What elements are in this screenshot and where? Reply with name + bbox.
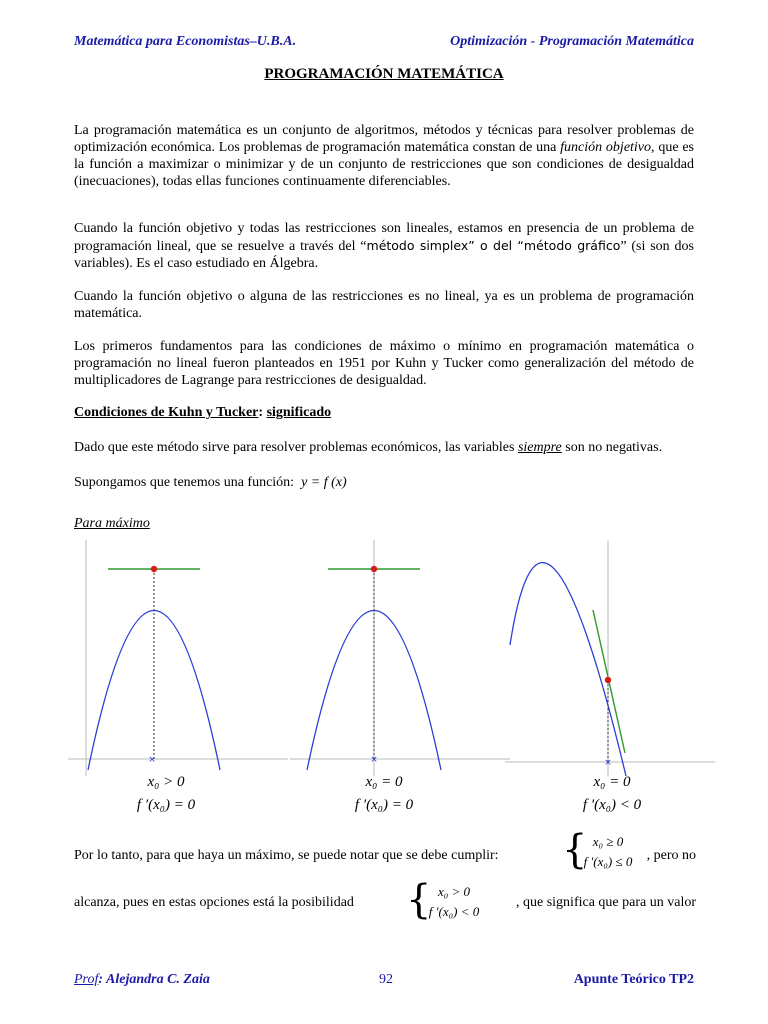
paragraph-nonnegative — [74, 439, 694, 456]
parabola-curve — [510, 563, 626, 776]
system-brace-2: { — [406, 877, 432, 923]
paragraph-nonlinear: Cuando la función objetivo o alguna de las restricciones es no lineal, ya es un problema de programación matemática. — [74, 289, 694, 321]
graph1-condition: x₀ > 0 — [147, 774, 185, 790]
p5-emphasis: siempre — [517, 440, 562, 455]
paragraph-possibility-b: , que significa que para un valor — [516, 895, 696, 910]
graph3-condition: x₀ = 0 — [593, 774, 631, 790]
graph-max-interior — [68, 540, 288, 776]
footer-right: Apunte Teórico TP2 — [573, 972, 694, 987]
system-1-line2: f ′(x₀) ≤ 0 — [583, 854, 633, 869]
p6-text: Supongamos que tenemos una función: — [74, 475, 295, 490]
paragraph-intro — [74, 122, 694, 190]
page-number: 92 — [379, 972, 393, 987]
system-2 — [420, 882, 488, 922]
p1-emphasis: función objetivo — [560, 140, 652, 155]
p5-text-a: Dado que este método sirve para resolver problemas económicos, las variables — [74, 440, 518, 455]
p2-method-grafico: método gráfico — [523, 238, 621, 253]
section-heading — [74, 405, 331, 421]
section-subtitle: significado — [266, 405, 332, 420]
footer-author — [74, 972, 210, 988]
graph-max-boundary-negative — [505, 540, 715, 776]
graph3-derivative: f ′(x₀) < 0 — [582, 797, 642, 813]
label-para-maximo: Para máximo — [74, 516, 150, 531]
paragraph-linear — [74, 220, 694, 272]
paragraph-conclusion-b: , pero no — [646, 848, 696, 863]
p2-text-b: ” o del “ — [468, 238, 524, 253]
system-2-line1: x₀ > 0 — [437, 884, 471, 899]
max-point — [151, 566, 157, 572]
function-formula: y = f (x) — [301, 475, 347, 490]
graph-max-boundary-zero — [290, 540, 510, 776]
paragraph-possibility-a: alcanza, pues en estas opciones está la posibilidad — [74, 895, 354, 910]
x0-marker: × — [148, 755, 156, 765]
system-1 — [578, 832, 638, 872]
header-left: Matemática para Economistas–U.B.A. — [74, 34, 297, 49]
p2-method-simplex: método simplex — [366, 238, 469, 253]
system-brace: { — [562, 827, 588, 873]
p5-text-b: son no negativas. — [561, 440, 663, 455]
p2-text-c: ” (si son dos variables). Es el caso estudiado en Álgebra. — [74, 239, 694, 271]
system-1-line1: x₀ ≥ 0 — [592, 834, 624, 849]
graph2-condition: x₀ = 0 — [365, 774, 403, 790]
boundary-point — [605, 677, 611, 683]
p1-text-a: La programación matemática es un conjunto de algoritmos, métodos y técnicas para resolver problemas de optimización económica. Los problemas de programación matemática constan de una — [74, 123, 694, 155]
section-title: Condiciones de Kuhn y Tucker — [74, 405, 259, 420]
system-2-line2: f ′(x₀) < 0 — [428, 904, 480, 919]
x0-marker: × — [370, 755, 378, 765]
p1-text-b: , que es la función a maximizar o minimizar y de un conjunto de restricciones que son condiciones de desigualdad (inecuaciones), todas ellas funciones continuamente diferenciables. — [74, 140, 694, 189]
footer-prof-label: Prof — [74, 972, 99, 987]
p2-text-a: Cuando la función objetivo y todas las restricciones son lineales, estamos en presencia de un problema de programación lineal, que se resuelve a través del “ — [74, 221, 694, 254]
paragraph-function — [74, 474, 694, 491]
page-title: PROGRAMACIÓN MATEMÁTICA — [264, 66, 504, 82]
header-right: Optimización - Programación Matemática — [450, 34, 694, 49]
max-point — [371, 566, 377, 572]
graph1-derivative: f ′(x₀) = 0 — [136, 797, 196, 813]
x0-marker: × — [604, 758, 612, 768]
footer-author-name: Alejandra C. Zaia — [106, 972, 210, 987]
footer-sep: : — [98, 972, 107, 987]
graph2-derivative: f ′(x₀) = 0 — [354, 797, 414, 813]
section-sep: : — [258, 405, 267, 420]
paragraph-conclusion-a: Por lo tanto, para que haya un máximo, se puede notar que se debe cumplir: — [74, 848, 499, 863]
paragraph-history: Los primeros fundamentos para las condiciones de máximo o mínimo en programación matemática o programación no lineal fueron planteados en 1951 por Kuhn y Tucker como generalización del método de multiplicadores de Lagrange para restricciones de desigualdad. — [74, 339, 694, 388]
